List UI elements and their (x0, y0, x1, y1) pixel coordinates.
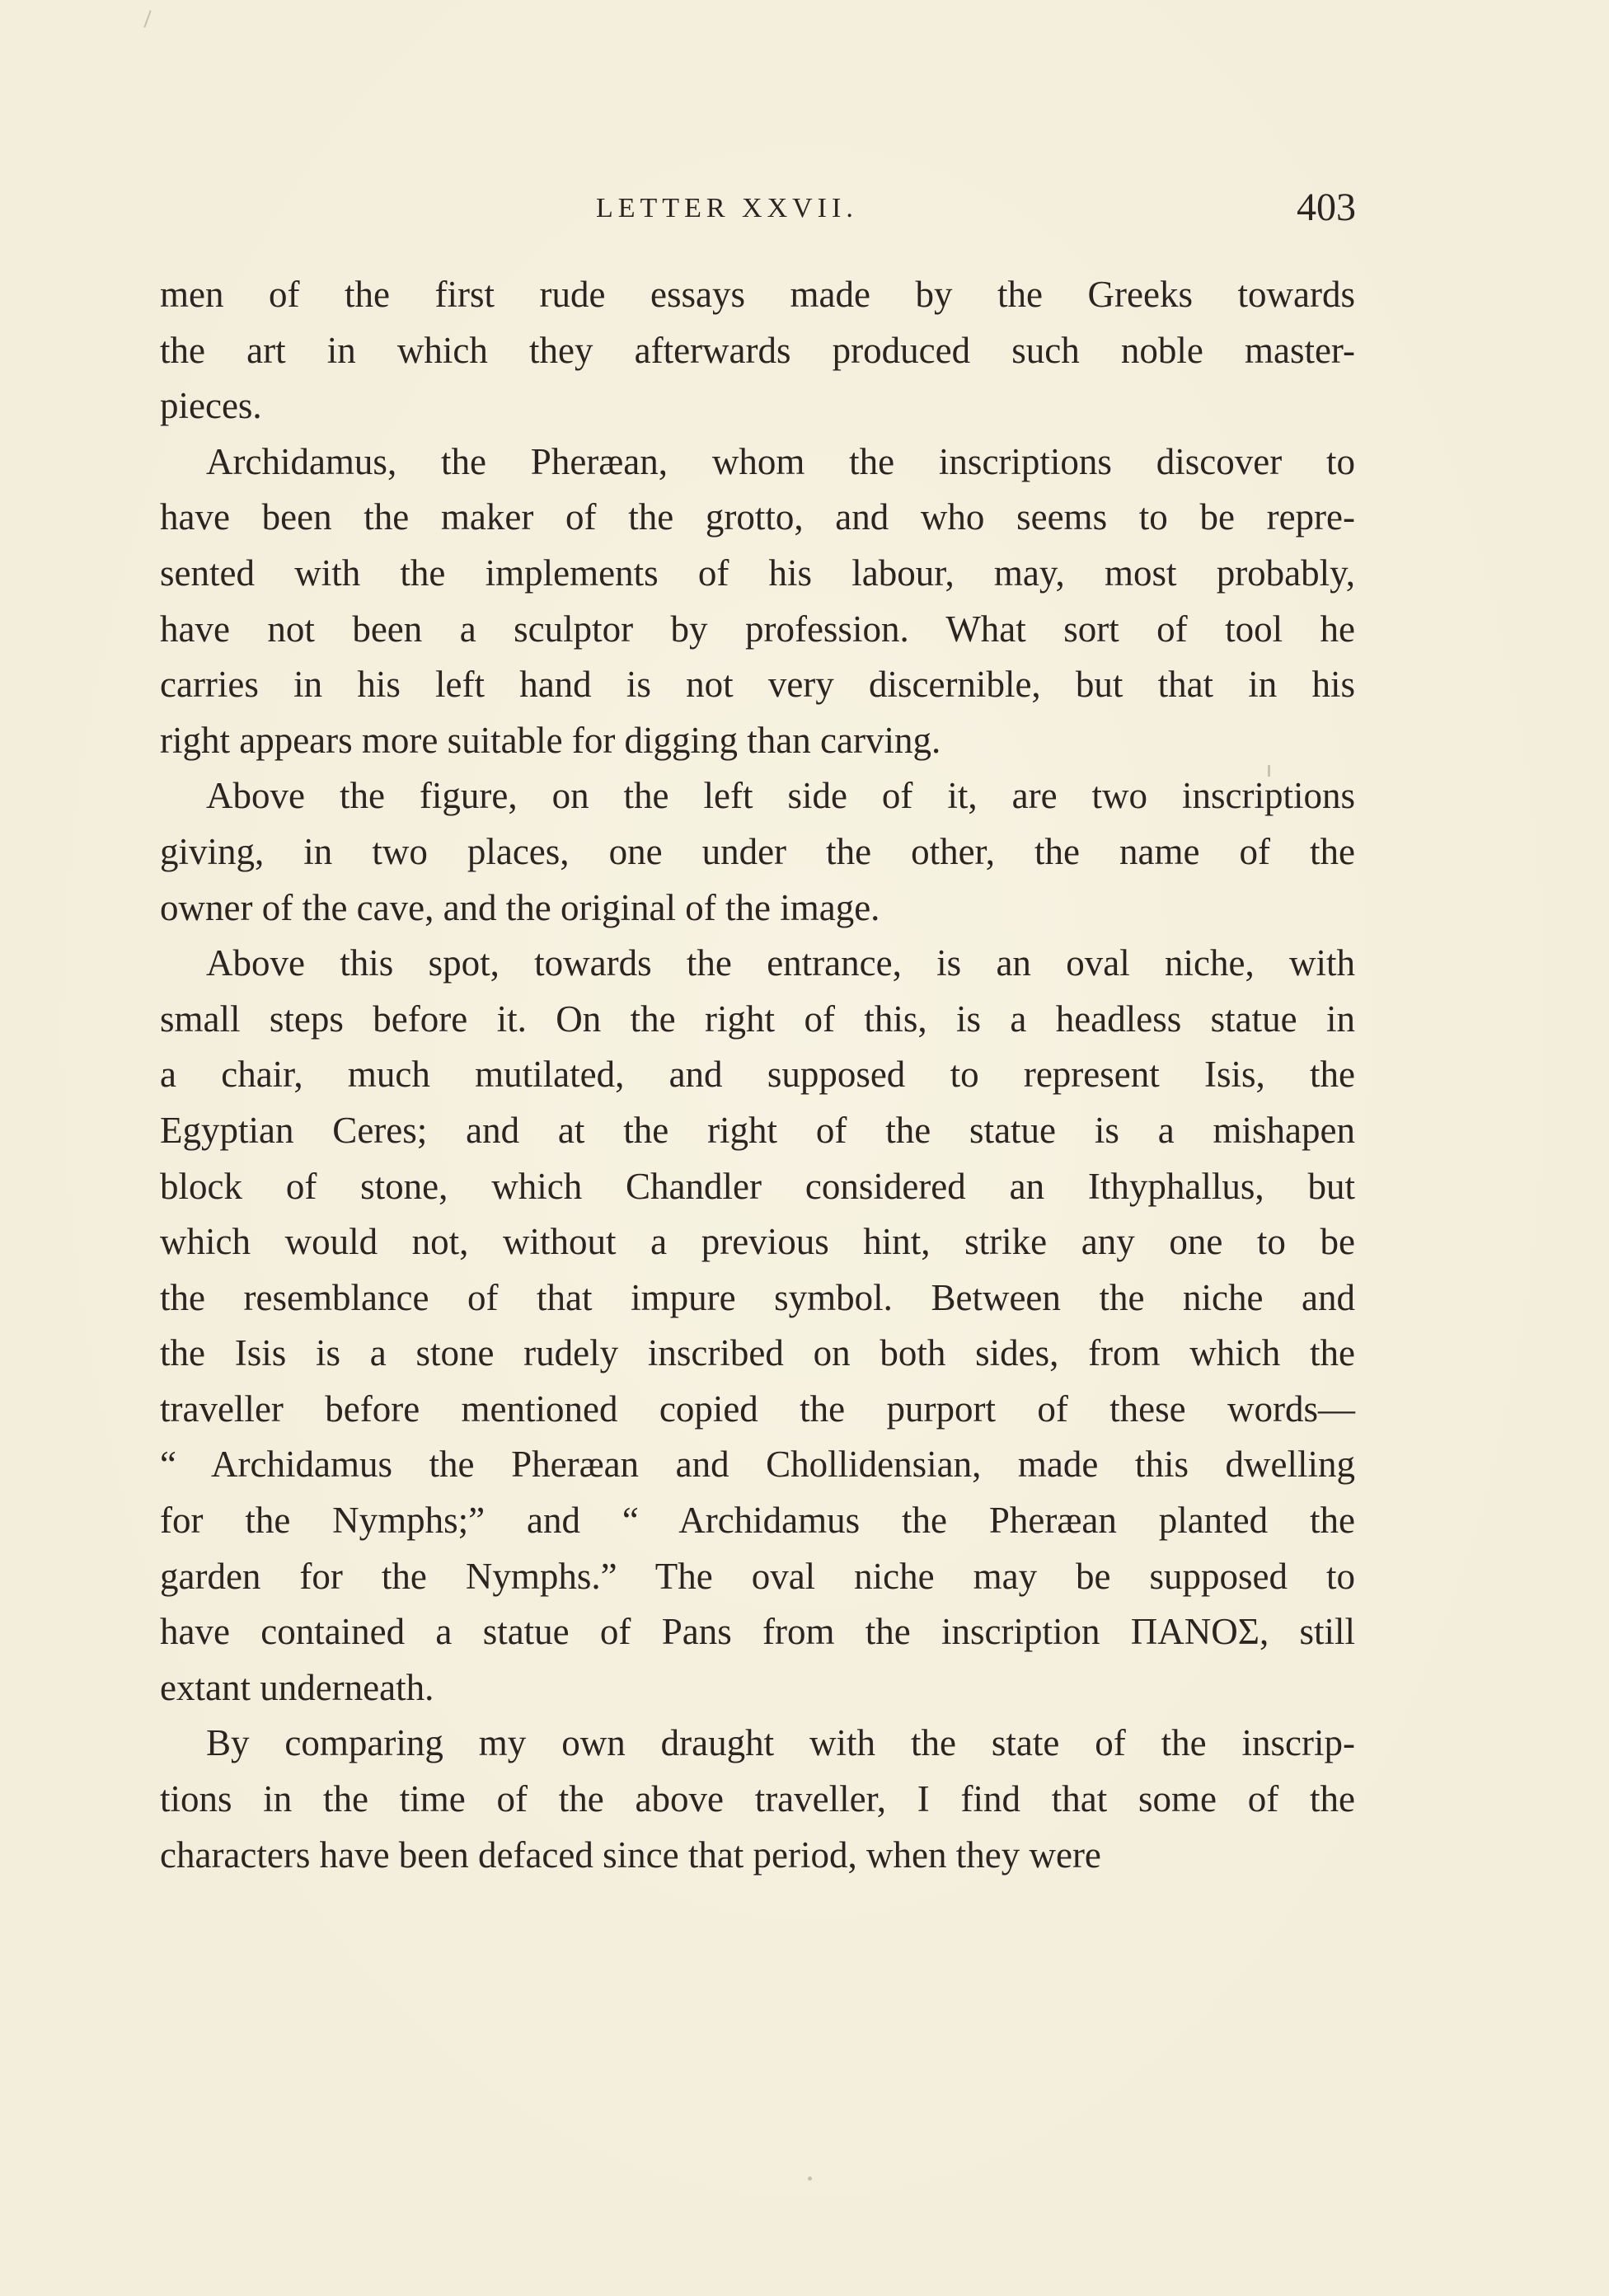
text-line: men of the first rude essays made by the Greeks towards (160, 274, 1355, 315)
text-line: for the Nymphs;” and “ Archidamus the Pheræan planted the (160, 1500, 1355, 1542)
text-line: block of stone, which Chandler considered an Ithyphallus, but (160, 1165, 1355, 1207)
text-line: have not been a sculptor by profession. What sort of tool he (160, 608, 1355, 650)
text-line: have been the maker of the grotto, and who seems to be repre- (160, 496, 1355, 538)
scan-speck (808, 2176, 812, 2181)
text-line: By comparing my own draught with the state of the inscrip- (206, 1722, 1355, 1764)
text-line: the art in which they afterwards produced such noble master- (160, 329, 1355, 371)
text-line: traveller before mentioned copied the purport of these words— (160, 1387, 1355, 1430)
scan-speck (143, 10, 151, 27)
scan-speck (1268, 765, 1270, 777)
text-line: giving, in two places, one under the other, the name of the (160, 830, 1355, 872)
text-line: Egyptian Ceres; and at the right of the statue is a mishapen (160, 1109, 1355, 1151)
text-line: right appears more suitable for digging than carving. (160, 719, 941, 761)
running-head: LETTER XXVII. (596, 193, 858, 223)
text-line: garden for the Nymphs.” The oval niche may be supposed to (160, 1555, 1355, 1597)
text-line: Archidamus, the Pheræan, whom the inscriptions discover to (206, 440, 1355, 482)
page-header (161, 185, 1356, 237)
text-line: Above this spot, towards the entrance, is an oval niche, with (206, 942, 1355, 984)
text-line: a chair, much mutilated, and supposed to represent Isis, the (160, 1054, 1355, 1096)
page-number: 403 (1297, 185, 1356, 229)
text-line: have contained a statue of Pans from the inscription ΠΑΝΟΣ, still (160, 1611, 1355, 1653)
text-line: pieces. (160, 385, 262, 427)
body-text (160, 267, 1355, 1883)
text-line: the Isis is a stone rudely inscribed on both sides, from which the (160, 1332, 1355, 1374)
text-line: Above the figure, on the left side of it, are two inscriptions (206, 775, 1355, 817)
text-line: sented with the implements of his labour, may, most probably, (160, 552, 1355, 594)
paragraph (160, 267, 1355, 434)
text-line: which would not, without a previous hint, strike any one to be (160, 1221, 1355, 1263)
text-line: the resemblance of that impure symbol. Between the niche and (160, 1276, 1355, 1318)
paragraph (160, 768, 1355, 936)
paragraph (160, 936, 1355, 1716)
text-line: characters have been defaced since that period, when they were (160, 1834, 1101, 1876)
text-line: “ Archidamus the Pheræan and Chollidensian, made this dwelling (160, 1444, 1355, 1486)
text-line: small steps before it. On the right of this, is a headless statue in (160, 998, 1355, 1040)
paragraph (160, 1716, 1355, 1883)
text-line: carries in his left hand is not very discernible, but that in his (160, 664, 1355, 706)
text-line: extant underneath. (160, 1666, 434, 1708)
paragraph (160, 434, 1355, 769)
text-line: tions in the time of the above traveller, I find that some of the (160, 1778, 1355, 1820)
text-line: owner of the cave, and the original of the image. (160, 886, 880, 928)
